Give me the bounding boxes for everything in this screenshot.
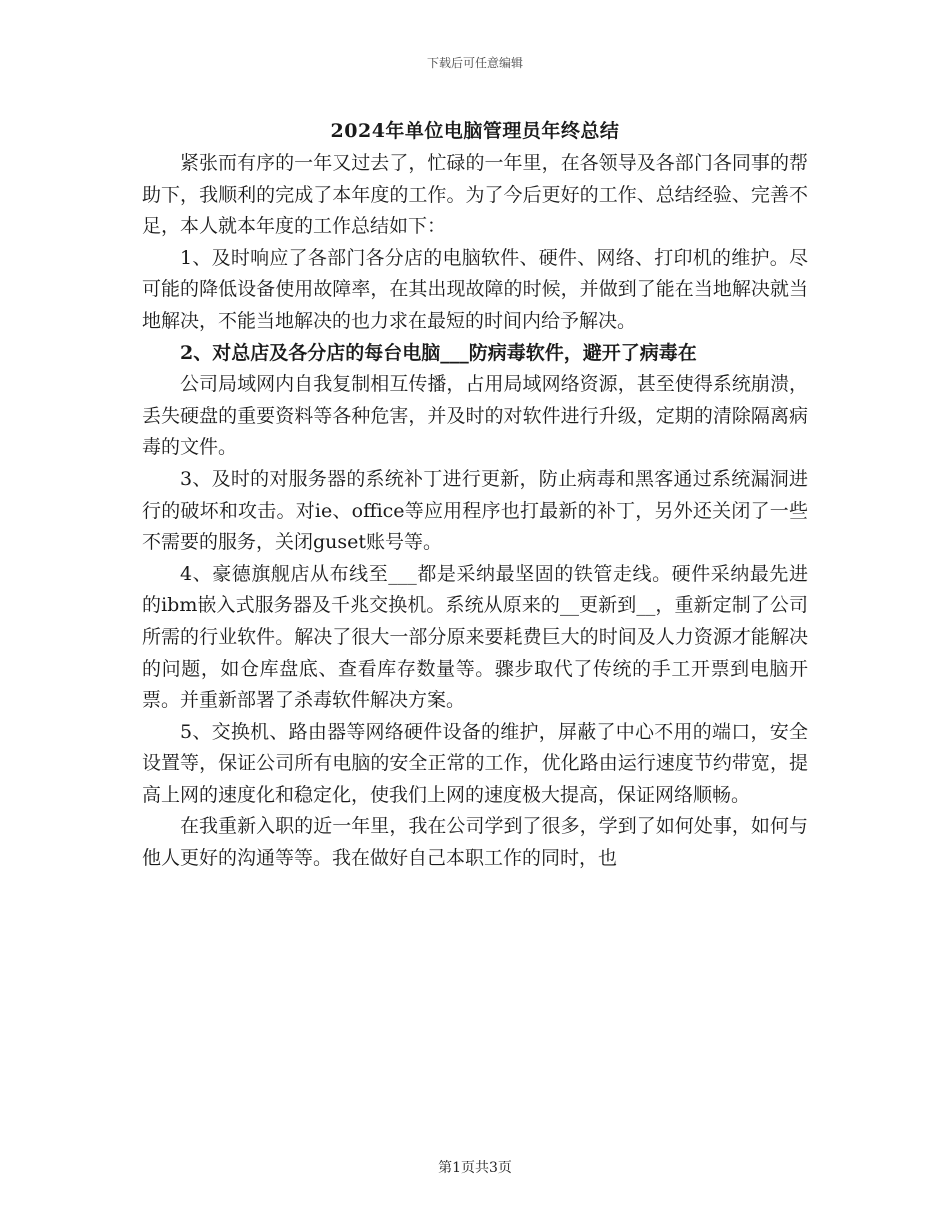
paragraph-item-3: 3、及时的对服务器的系统补丁进行更新，防止病毒和黑客通过系统漏洞进行的破坏和攻击。对ie、office等应用程序也打最新的补丁，另外还关闭了一些不需要的服务，关闭guset账号等。 xyxy=(142,467,808,554)
page-number: 第1页共3页 xyxy=(438,1160,512,1176)
page-header-note: 下载后可任意编辑 xyxy=(426,56,523,70)
document-body xyxy=(142,148,808,875)
paragraph-item-1: 1、及时响应了各部门各分店的电脑软件、硬件、网络、打印机的维护。尽可能的降低设备使用故障率，在其出现故障的时候，并做到了能在当地解决就当地解决，不能当地解决的也力求在最短的时间内给予解决。 xyxy=(142,246,808,332)
paragraph-intro: 紧张而有序的一年又过去了，忙碌的一年里，在各领导及各部门各同事的帮助下，我顺利的完成了本年度的工作。为了今后更好的工作、总结经验、完善不足，本人就本年度的工作总结如下： xyxy=(142,152,808,238)
document-title: 2024年单位电脑管理员年终总结 xyxy=(330,120,620,142)
paragraph-item-5: 5、交换机、路由器等网络硬件设备的维护，屏蔽了中心不用的端口，安全设置等，保证公司所有电脑的安全正常的工作，优化路由运行速度节约带宽，提高上网的速度化和稳定化，使我们上网的速度极大提高，保证网络顺畅。 xyxy=(142,720,808,806)
paragraph-closing: 在我重新入职的近一年里，我在公司学到了很多，学到了如何处事，如何与他人更好的沟通等等。我在做好自己本职工作的同时，也 xyxy=(142,815,808,870)
paragraph-item-2-body: 公司局域网内自我复制相互传播，占用局域网络资源，甚至使得系统崩溃，丢失硬盘的重要资料等各种危害，并及时的对软件进行升级，定期的清除隔离病毒的文件。 xyxy=(142,373,808,459)
paragraph-item-4: 4、豪德旗舰店从布线至___都是采纳最坚固的铁管走线。硬件采纳最先进的ibm嵌入式服务器及千兆交换机。系统从原来的__更新到__，重新定制了公司所需的行业软件。解决了很大一部分原来要耗费巨大的时间及人力资源才能解决的问题，如仓库盘底、查看库存数量等。骤步取代了传统的手工开票到电脑开票。并重新部署了杀毒软件解决方案。 xyxy=(142,562,808,712)
paragraph-item-2-heading: 2、对总店及各分店的每台电脑___防病毒软件，避开了病毒在 xyxy=(180,341,697,364)
